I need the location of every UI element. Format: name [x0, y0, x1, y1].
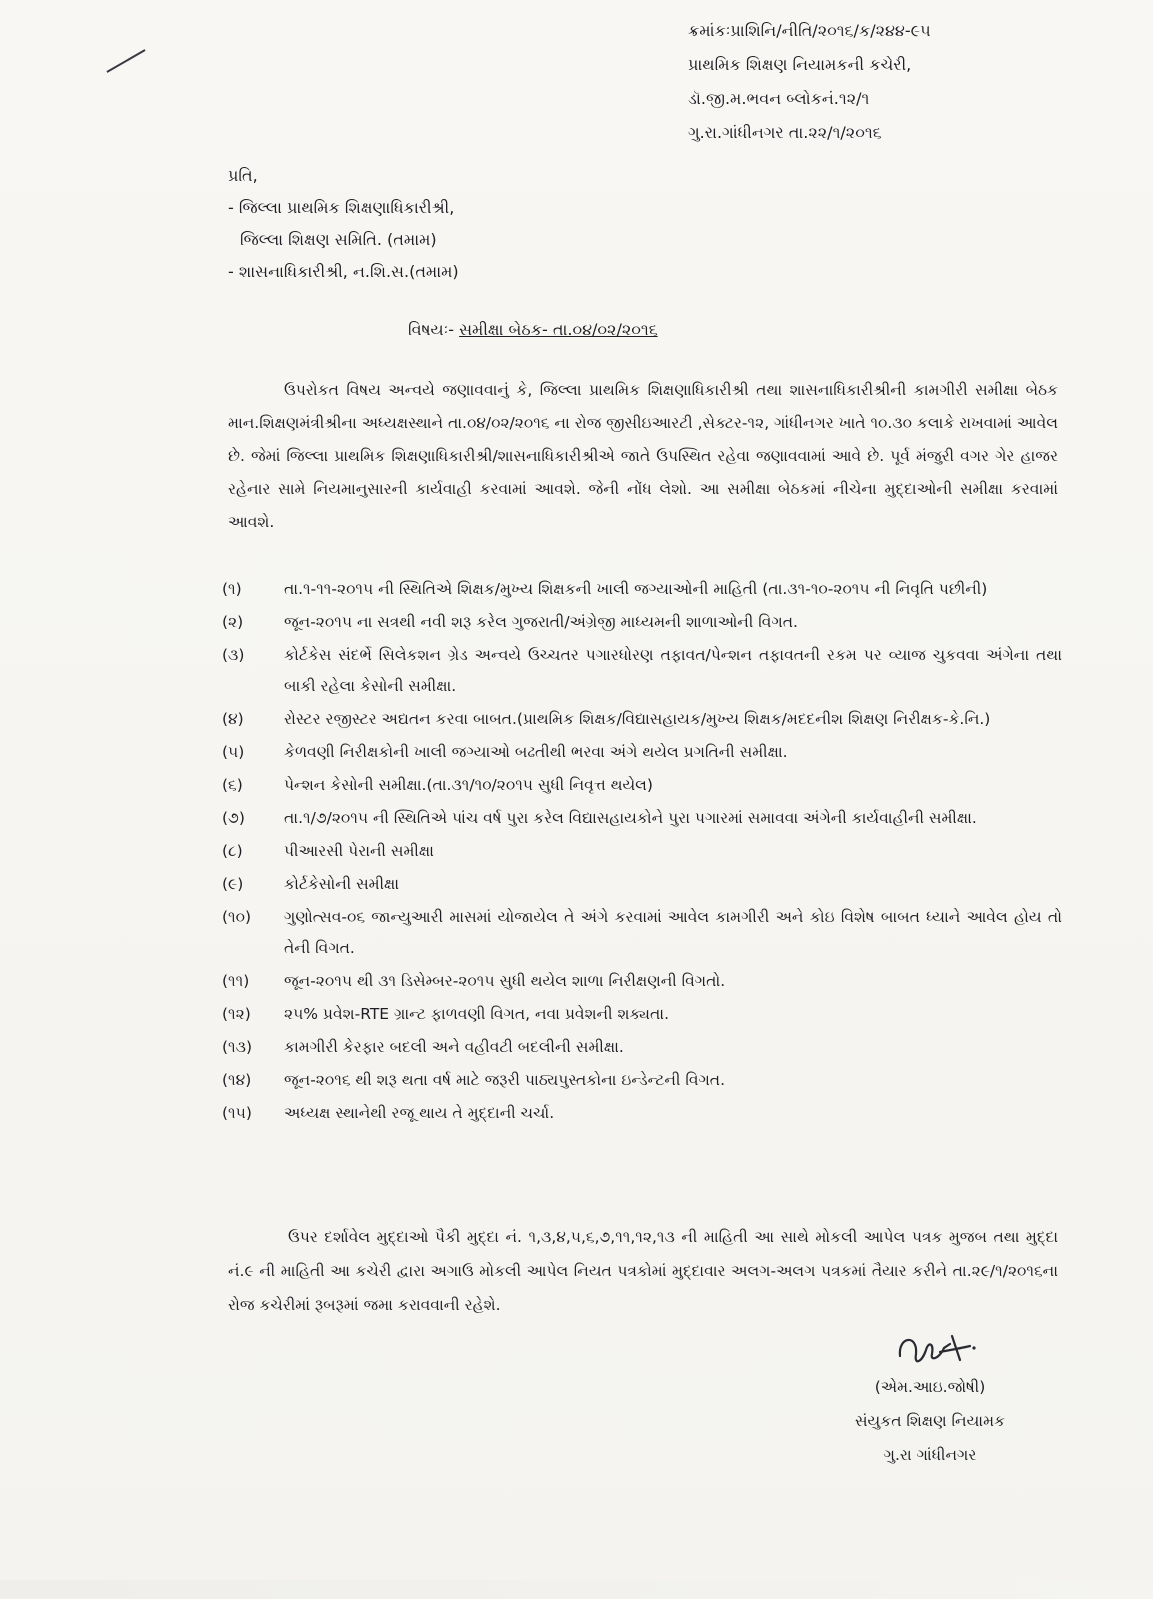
review-point-number: (૧૩) [222, 1038, 253, 1056]
review-point-item [222, 737, 1062, 768]
review-point-number: (૨) [222, 613, 244, 631]
review-point-text: જૂન-૨૦૧૫ ના સત્રથી નવી શરૂ કરેલ ગુજરાતી/અંગ્રેજી માધ્યમની શાળાઓની વિગત. [284, 613, 798, 631]
signatory-name: (એમ.આઇ.જોષી) [874, 1378, 986, 1396]
letter-header [688, 14, 1128, 150]
recipient-line-3: - શાસનાધિકારીશ્રી, ન.શિ.સ.(તમામ) [228, 262, 459, 281]
review-point-item [222, 999, 1062, 1030]
review-point-text: અધ્યક્ષ સ્થાનેથી રજૂ થાય તે મુદ્દાની ચર્ચા. [284, 1104, 555, 1122]
review-point-item [222, 770, 1062, 801]
page-bottom-edge [0, 1580, 1153, 1599]
review-point-number: (૧૨) [222, 1005, 251, 1023]
review-point-text: પેન્શન કેસોની સમીક્ષા.(તા.૩૧/૧૦/૨૦૧૫ સુધી નિવૃત્ત થયેલ) [284, 776, 653, 794]
review-point-item [222, 869, 1062, 900]
review-point-text: કોર્ટકેસ સંદર્ભે સિલેકશન ગ્રેડ અન્વયે ઉચ્ચતર પગારધોરણ તફાવત/પેન્શન તફાવતની રકમ પર વ્યાજ ચુકવવા અંગેના તથા બાકી રહેલા કેસોની સમીક્ષા. [284, 646, 1062, 695]
reference-number: ક્રમાંકઃપ્રાશિનિ/નીતિ/૨૦૧૬/ક/૨૪૪-૯૫ [688, 21, 931, 40]
subject-line [408, 320, 658, 340]
review-point-number: (૯) [222, 875, 244, 893]
review-point-text: કોર્ટકેસોની સમીક્ષા [284, 875, 400, 893]
review-point-item [222, 574, 1062, 605]
review-point-text: પીઆરસી પેરાની સમીક્ષા [284, 842, 434, 860]
review-point-item [222, 640, 1062, 702]
review-point-item [222, 704, 1062, 735]
review-point-number: (૧૦) [222, 908, 252, 926]
review-point-number: (૩) [222, 646, 245, 664]
office-building: ડૉ.જી.મ.ભવન બ્લોકનં.૧૨/૧ [688, 89, 870, 108]
review-point-text: ૨૫% પ્રવેશ-RTE ગ્રાન્ટ ફાળવણી વિગત, નવા પ્રવેશની શક્યતા. [284, 1005, 669, 1023]
review-point-text: ગુણોત્સવ-૦૬ જાન્યુઆરી માસમાં યોજાયેલ તે અંગે કરવામાં આવેલ કામગીરી અને કોઇ વિશેષ બાબત ધ્યાને આવેલ હોય તો તેની વિગત. [284, 908, 1062, 957]
signatory-place: ગુ.રા ગાંધીનગર [883, 1446, 977, 1464]
review-point-item [222, 1098, 1062, 1129]
review-point-item [222, 803, 1062, 834]
review-point-item [222, 1032, 1062, 1063]
review-point-text: કેળવણી નિરીક્ષકોની ખાલી જગ્યાઓ બઢતીથી ભરવા અંગે થયેલ પ્રગતિની સમીક્ષા. [284, 743, 788, 761]
review-point-number: (૧૪) [222, 1071, 252, 1089]
review-point-item [222, 966, 1062, 997]
review-point-item [222, 607, 1062, 638]
recipient-line-1: - જિલ્લા પ્રાથમિક શિક્ષણાધિકારીશ્રી, [228, 198, 455, 217]
subject-label: વિષયઃ- [408, 320, 454, 339]
review-point-text: જૂન-૨૦૧૬ થી શરૂ થતા વર્ષ માટે જરૂરી પાઠ્યપુસ્તકોના ઇન્ડેન્ટની વિગત. [284, 1071, 726, 1089]
review-point-number: (૫) [222, 743, 245, 761]
closing-paragraph: ઉપર દર્શાવેલ મુદ્દાઓ પૈકી મુદ્દા નં. ૧,૩,૪,૫,૬,૭,૧૧,૧૨,૧૩ ની માહિતી આ સાથે મોકલી આપેલ પત્રક મુજબ તથા મુદ્દા નં.૯ ની માહિતી આ કચેરી દ્વારા અગાઉ મોકલી આપેલ નિયત પત્રકોમાં મુદ્દાવાર અલગ-અલગ પત્રકમાં તૈયાર કરીને તા.૨૯/૧/૨૦૧૬ના રોજ કચેરીમાં રૂબરૂમાં જમા કરાવવાની રહેશે. [228, 1228, 1058, 1314]
to-label: પ્રતિ, [228, 166, 258, 185]
review-point-item [222, 836, 1062, 867]
review-point-number: (૬) [222, 776, 243, 794]
review-point-number: (૪) [222, 710, 244, 728]
review-point-number: (૮) [222, 842, 243, 860]
place-and-date: ગુ.રા.ગાંધીનગર તા.૨૨/૧/૨૦૧૬ [688, 123, 882, 142]
review-point-text: કામગીરી કેરફાર બદલી અને વહીવટી બદલીની સમીક્ષા. [284, 1038, 624, 1056]
review-point-text: તા.૧-૧૧-૨૦૧૫ ની સ્થિતિએ શિક્ષક/મુખ્ય શિક્ષકની ખાલી જગ્યાઓની માહિતી (તા.૩૧-૧૦-૨૦૧૫ ની નિવૃતિ પછીની) [284, 580, 988, 598]
review-point-item [222, 1065, 1062, 1096]
signatory-designation: સંયુકત શિક્ષણ નિયામક [855, 1412, 1005, 1430]
subject-text: સમીક્ષા બેઠક- તા.૦૪/૦૨/૨૦૧૬ [459, 320, 658, 339]
review-point-text: જૂન-૨૦૧૫ થી ૩૧ ડિસેમ્બર-૨૦૧૫ સુધી થયેલ શાળા નિરીક્ષણની વિગતો. [284, 972, 726, 990]
review-point-number: (૧૫) [222, 1104, 252, 1122]
review-point-number: (૭) [222, 809, 245, 827]
signature-block [780, 1326, 1080, 1472]
recipient-line-2: જિલ્લા શિક્ષણ સમિતિ. (તમામ) [240, 230, 437, 249]
body-paragraph: ઉપરોકત વિષય અન્વયે જણાવવાનું કે, જિલ્લા પ્રાથમિક શિક્ષણાધિકારીશ્રી તથા શાસનાધિકારીશ્રીની કામગીરી સમીક્ષા બેઠક માન.શિક્ષણમંત્રીશ્રીના અધ્યક્ષસ્થાને તા.૦૪/૦૨/૨૦૧૬ ના રોજ જીસીઇઆરટી ,સેક્ટર-૧૨, ગાંધીનગર ખાતે ૧૦.૩૦ કલાકે રાખવામાં આવેલ છે. જેમાં જિલ્લા પ્રાથમિક શિક્ષણાધિકારીશ્રી/શાસનાધિકારીશ્રીએ જાતે ઉપસ્થિત રહેવા જણાવવામાં આવે છે. પૂર્વ મંજુરી વગર ગેર હાજર રહેનાર સામે નિયમાનુસારની કાર્યવાહી કરવામાં આવશે. જેની નોંધ લેશો. આ સમીક્ષા બેઠકમાં નીચેના મુદ્દાઓની સમીક્ષા કરવામાં આવશે. [228, 381, 1058, 531]
recipients-block [228, 160, 788, 288]
review-point-item [222, 902, 1062, 964]
pen-stroke-mark [106, 49, 145, 73]
review-point-text: રોસ્ટર રજીસ્ટર અદ્યતન કરવા બાબત.(પ્રાથમિક શિક્ષક/વિદ્યાસહાયક/મુખ્ય શિક્ષક/મદદનીશ શિક્ષણ નિરીક્ષક-કે.નિ.) [284, 710, 991, 728]
handwritten-signature [870, 1326, 990, 1376]
review-point-text: તા.૧/૭/૨૦૧૫ ની સ્થિતિએ પાંચ વર્ષ પુરા કરેલ વિદ્યાસહાયકોને પુરા પગારમાં સમાવવા અંગેની કાર્યવાહીની સમીક્ષા. [284, 809, 977, 827]
review-point-number: (૧૧) [222, 972, 250, 990]
review-point-number: (૧) [222, 580, 242, 598]
office-name: પ્રાથમિક શિક્ષણ નિયામકની કચેરી, [688, 55, 912, 74]
review-points-list [222, 574, 1062, 1131]
